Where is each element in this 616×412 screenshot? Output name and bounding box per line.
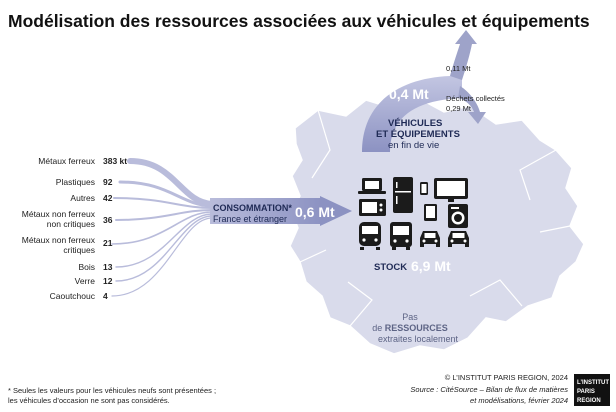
consumption-sublabel: France et étranger [213, 214, 288, 224]
input-value: 13 [103, 262, 113, 272]
washing-machine-icon [448, 204, 468, 228]
outflow-collected-value: 0,29 Mt [446, 104, 472, 113]
input-value: 383 kt [103, 156, 128, 166]
input-label: Verre [74, 276, 95, 286]
input-label: Métaux non ferreux [21, 209, 95, 219]
no-resources-prefix: de [372, 323, 385, 333]
consumption-value: 0,6 Mt [295, 204, 335, 220]
tablet-icon [424, 204, 437, 221]
input-label: Plastiques [55, 177, 95, 187]
source-line2: et modélisations, février 2024 [470, 396, 568, 405]
stock-value: 6,9 Mt [411, 258, 451, 274]
footnote-line2: les véhicules d’occasion ne sont pas considérés. [8, 396, 170, 405]
no-resources-bold: RESSOURCES [384, 323, 448, 333]
input-label: non critiques [46, 219, 95, 229]
input-label: Métaux non ferreux [21, 235, 95, 245]
fridge-icon [393, 177, 413, 213]
input-value: 12 [103, 276, 113, 286]
logo-text: PARIS [577, 389, 595, 395]
end-of-life-label-1: VÉHICULES [388, 118, 443, 129]
input-label: Caoutchouc [49, 291, 95, 301]
input-label: Autres [70, 193, 95, 203]
input-value: 4 [103, 291, 108, 301]
input-list [22, 156, 128, 301]
end-of-life-value: 0,4 Mt [389, 86, 429, 102]
input-label: Métaux ferreux [38, 156, 95, 166]
input-value: 36 [103, 215, 113, 225]
input-stream-lines [112, 161, 212, 296]
page-title: Modélisation des ressources associées aux véhicules et équipements [8, 11, 590, 31]
microwave-icon [359, 199, 386, 216]
input-label: Bois [78, 262, 95, 272]
input-value: 21 [103, 238, 113, 248]
logo-text: REGION [577, 398, 601, 404]
copyright: © L’INSTITUT PARIS REGION, 2024 [444, 373, 568, 382]
smartphone-icon [420, 182, 428, 195]
outflow-top-value: 0,11 Mt [446, 64, 471, 73]
stock-label: STOCK [374, 262, 408, 273]
institut-logo [574, 374, 610, 406]
bus-icon [390, 222, 412, 250]
no-resources-line3: extraites localement [377, 334, 459, 344]
logo-text: L’INSTITUT [577, 380, 609, 386]
outflow-collected-label: Déchets collectés [446, 94, 505, 103]
laptop-icon [358, 178, 386, 194]
consumption-label: CONSOMMATION* [213, 203, 292, 213]
footnote-line1: * Seules les valeurs pour les véhicules neufs sont présentées ; [8, 386, 217, 395]
television-icon [434, 178, 468, 202]
no-resources-line1: Pas [402, 312, 418, 322]
input-value: 92 [103, 177, 113, 187]
end-of-life-label-3: en fin de vie [388, 140, 440, 151]
input-value: 42 [103, 193, 113, 203]
source-line1: Source : CitéSource – Bilan de flux de matières [410, 385, 568, 394]
input-label: critiques [63, 245, 95, 255]
end-of-life-label-2: ET ÉQUIPEMENTS [376, 129, 460, 140]
no-resources-line2 [372, 323, 448, 333]
